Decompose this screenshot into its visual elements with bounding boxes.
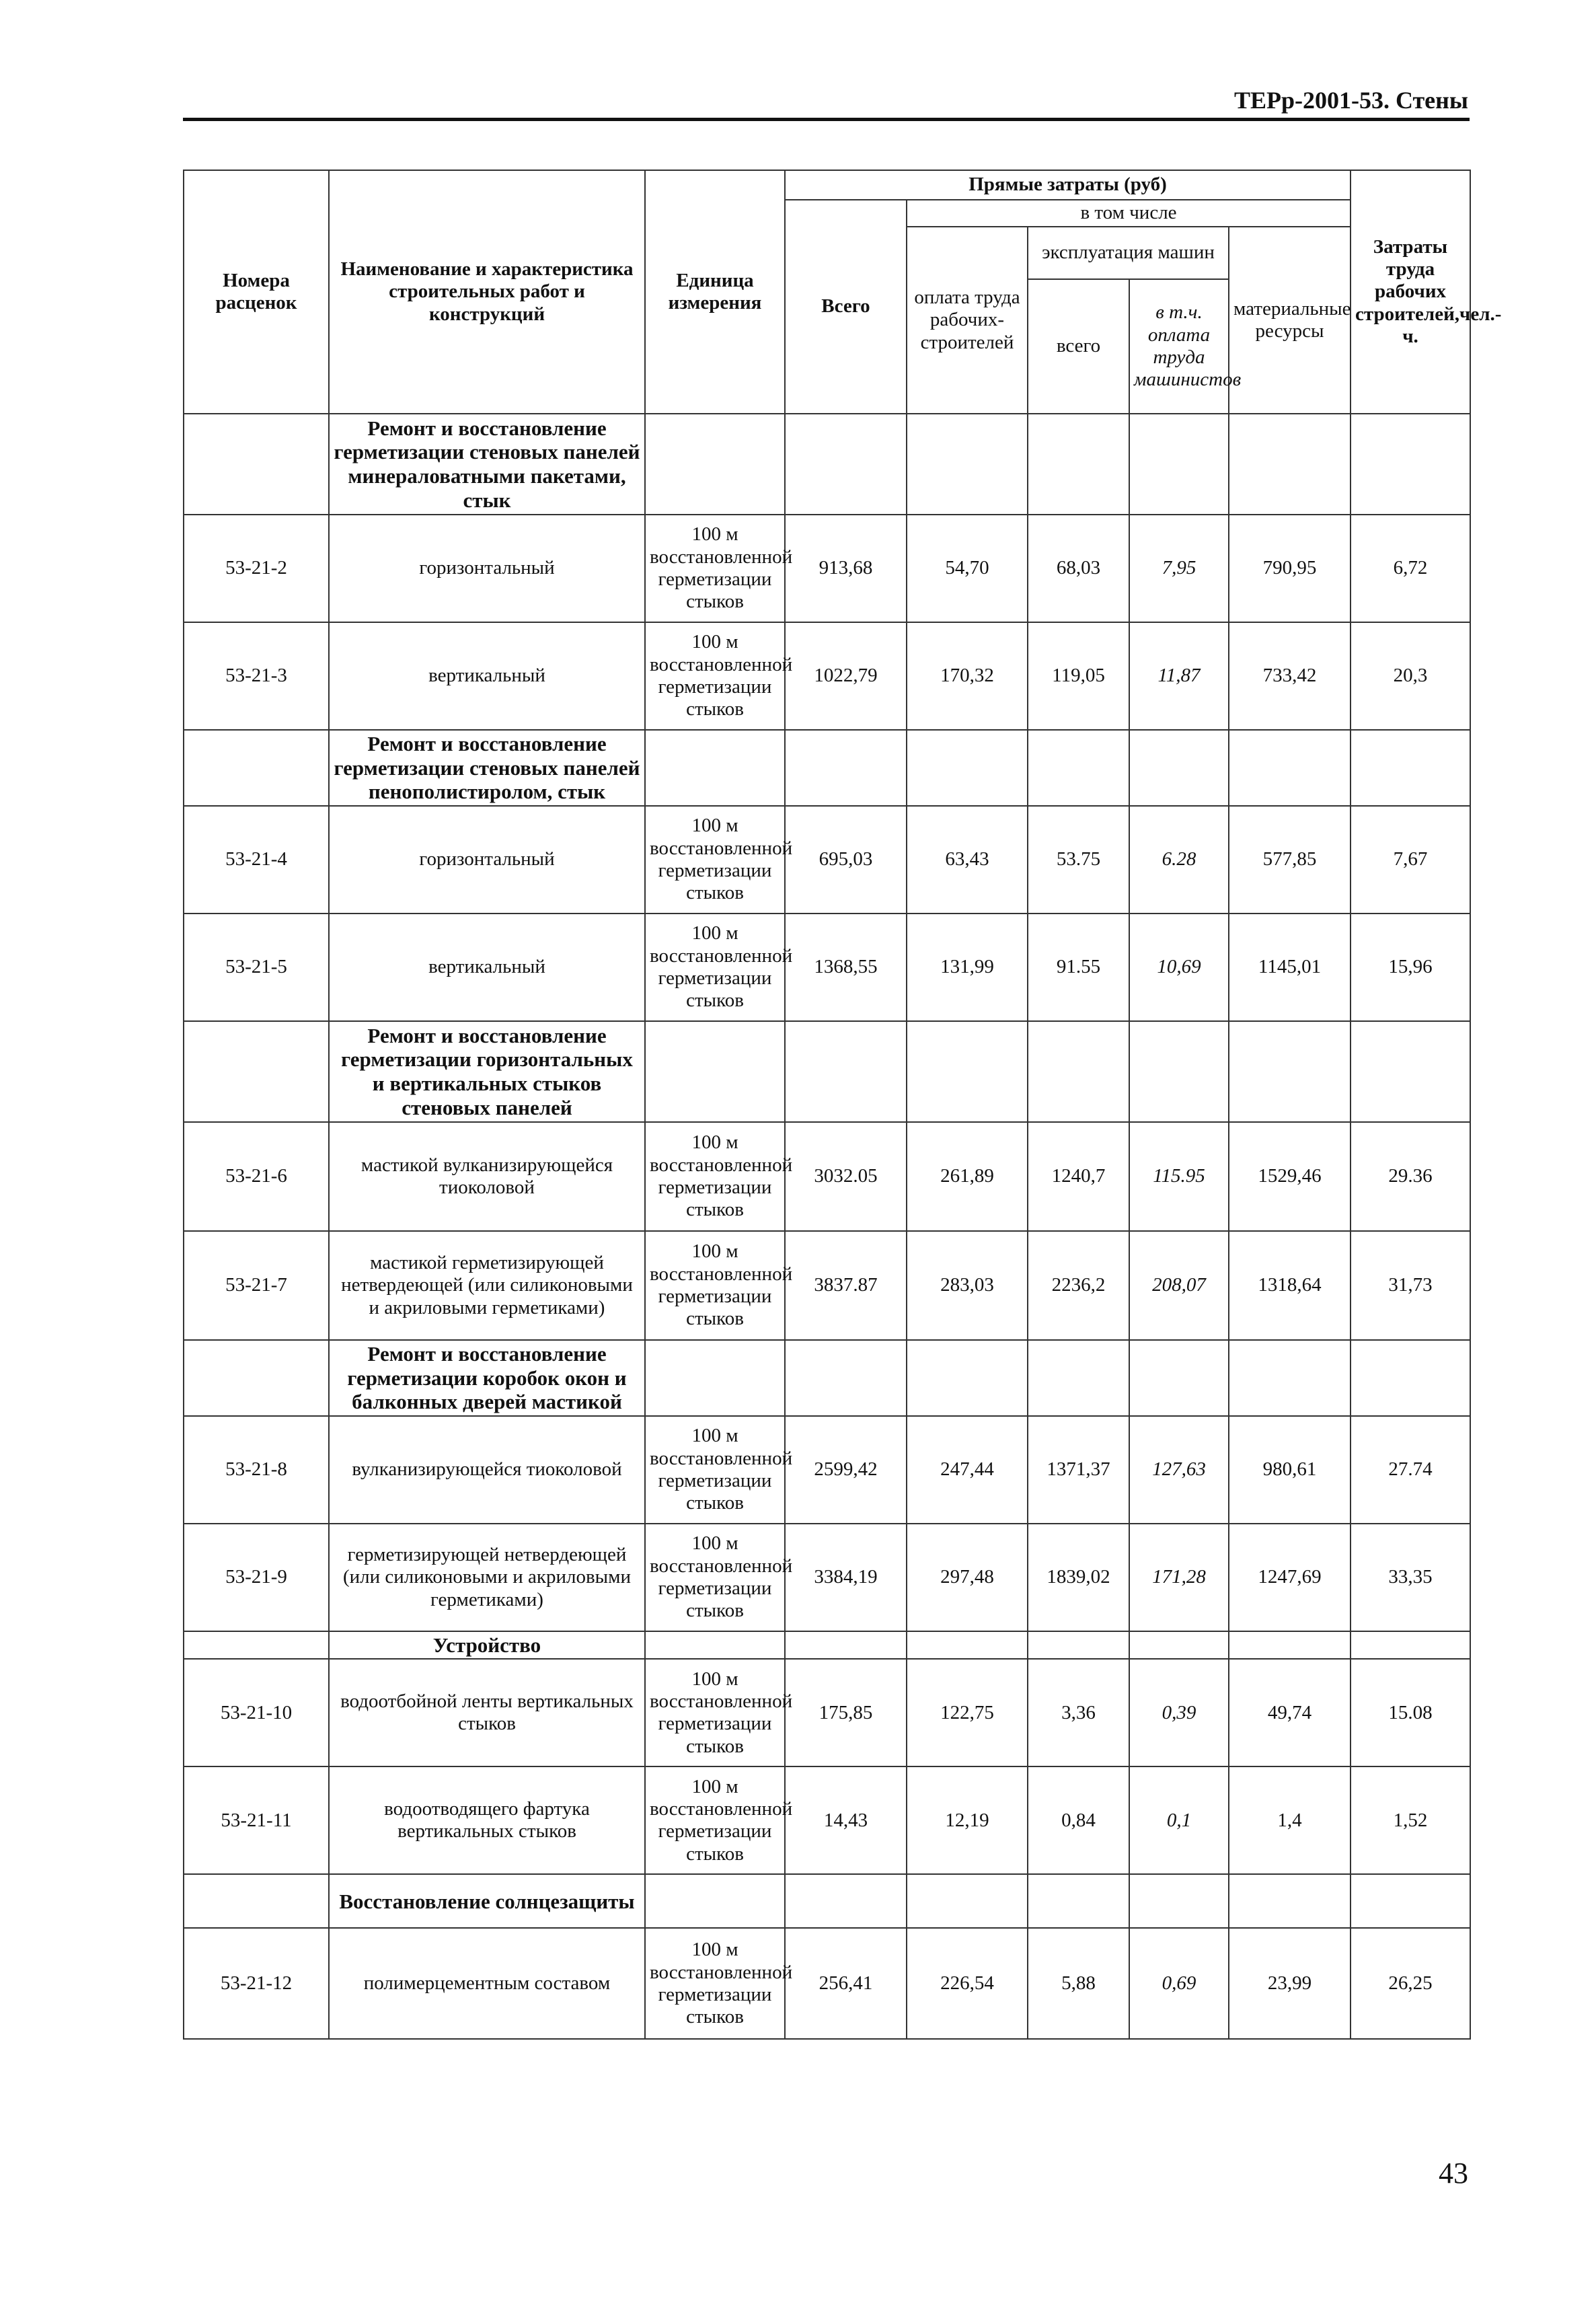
section-empty-cell [1351, 1340, 1470, 1416]
section-empty-cell [1351, 1874, 1470, 1928]
section-empty-cell [1351, 1021, 1470, 1122]
section-empty-cell [1129, 414, 1229, 515]
wages-cost: 131,99 [907, 914, 1028, 1021]
table-body [184, 414, 1470, 2039]
rate-code: 53-21-7 [184, 1231, 329, 1340]
materials-cost: 790,95 [1229, 515, 1351, 622]
wages-cost: 170,32 [907, 622, 1028, 730]
section-empty-cell [1229, 1021, 1351, 1122]
section-empty-cell [1028, 1340, 1129, 1416]
unit-of-measure: 100 м восстановленной герметизации стыков [645, 1524, 785, 1631]
total-cost: 14,43 [785, 1766, 907, 1874]
section-row [184, 1874, 1470, 1928]
total-cost: 256,41 [785, 1928, 907, 2039]
section-title: Устройство [329, 1631, 645, 1660]
wages-cost: 261,89 [907, 1122, 1028, 1231]
work-description: водоотводящего фартука вертикальных стыков [329, 1766, 645, 1874]
machines-cost: 68,03 [1028, 515, 1129, 622]
materials-cost: 1529,46 [1229, 1122, 1351, 1231]
section-empty-cell [907, 414, 1028, 515]
unit-of-measure: 100 м восстановленной герметизации стыков [645, 1928, 785, 2039]
labor-hours: 1,52 [1351, 1766, 1470, 1874]
rate-code: 53-21-12 [184, 1928, 329, 2039]
machines-cost: 1240,7 [1028, 1122, 1129, 1231]
section-title: Ремонт и восстановление герметизации коробок окон и балконных дверей мастикой [329, 1340, 645, 1416]
section-empty-cell [907, 1340, 1028, 1416]
page-number: 43 [1439, 2157, 1468, 2190]
table-row [184, 1766, 1470, 1874]
section-row [184, 1021, 1470, 1122]
section-code-cell [184, 1874, 329, 1928]
section-empty-cell [785, 1631, 907, 1660]
wages-cost: 226,54 [907, 1928, 1028, 2039]
table-row [184, 914, 1470, 1021]
labor-hours: 33,35 [1351, 1524, 1470, 1631]
section-unit-cell [645, 414, 785, 515]
header-rule [183, 118, 1470, 121]
table-row [184, 1659, 1470, 1766]
table-row [184, 622, 1470, 730]
work-description: мастикой вулканизирующейся тиоколовой [329, 1122, 645, 1231]
machines-cost: 1371,37 [1028, 1416, 1129, 1524]
work-description: мастикой герметизирующей нетвердеющей (или силиконовыми и акриловыми герметиками) [329, 1231, 645, 1340]
section-empty-cell [785, 1021, 907, 1122]
total-cost: 3837.87 [785, 1231, 907, 1340]
col-header-materials: материальные ресурсы [1229, 227, 1351, 414]
section-title: Восстановление солнцезащиты [329, 1874, 645, 1928]
machines-cost: 3,36 [1028, 1659, 1129, 1766]
section-title: Ремонт и восстановление герметизации стеновых панелей минераловатными пакетами, стык [329, 414, 645, 515]
page-header-title: ТЕРр-2001-53. Стены [1233, 87, 1468, 114]
labor-hours: 20,3 [1351, 622, 1470, 730]
rate-code: 53-21-5 [184, 914, 329, 1021]
col-header-total: Всего [785, 200, 907, 414]
table-row [184, 1524, 1470, 1631]
section-empty-cell [907, 1631, 1028, 1660]
col-header-labor: Затраты труда рабочих строителей,чел.-ч. [1351, 170, 1470, 414]
section-empty-cell [1351, 414, 1470, 515]
section-empty-cell [1129, 1340, 1229, 1416]
section-empty-cell [1028, 1874, 1129, 1928]
section-empty-cell [1229, 1631, 1351, 1660]
materials-cost: 1247,69 [1229, 1524, 1351, 1631]
section-unit-cell [645, 1631, 785, 1660]
unit-of-measure: 100 м восстановленной герметизации стыков [645, 515, 785, 622]
wages-cost: 54,70 [907, 515, 1028, 622]
section-row [184, 414, 1470, 515]
section-empty-cell [1229, 1874, 1351, 1928]
section-empty-cell [1229, 414, 1351, 515]
section-code-cell [184, 1631, 329, 1660]
labor-hours: 29.36 [1351, 1122, 1470, 1231]
labor-hours: 7,67 [1351, 806, 1470, 914]
machine-operator-wages: 171,28 [1129, 1524, 1229, 1631]
machine-operator-wages: 208,07 [1129, 1231, 1229, 1340]
machines-cost: 0,84 [1028, 1766, 1129, 1874]
machine-operator-wages: 0,39 [1129, 1659, 1229, 1766]
unit-of-measure: 100 м восстановленной герметизации стыков [645, 914, 785, 1021]
total-cost: 1368,55 [785, 914, 907, 1021]
section-empty-cell [1229, 1340, 1351, 1416]
table-row [184, 1122, 1470, 1231]
table-row [184, 1928, 1470, 2039]
table-row [184, 806, 1470, 914]
rate-code: 53-21-9 [184, 1524, 329, 1631]
work-description: горизонтальный [329, 515, 645, 622]
machine-operator-wages: 11,87 [1129, 622, 1229, 730]
section-empty-cell [785, 414, 907, 515]
section-unit-cell [645, 1874, 785, 1928]
col-header-machines-total: всего [1028, 279, 1129, 414]
rate-code: 53-21-6 [184, 1122, 329, 1231]
labor-hours: 15.08 [1351, 1659, 1470, 1766]
col-header-name: Наименование и характеристика строительных работ и конструкций [329, 170, 645, 414]
section-empty-cell [1129, 730, 1229, 806]
work-description: герметизирующей нетвердеющей (или силиконовыми и акриловыми герметиками) [329, 1524, 645, 1631]
wages-cost: 63,43 [907, 806, 1028, 914]
total-cost: 2599,42 [785, 1416, 907, 1524]
section-title: Ремонт и восстановление герметизации стеновых панелей пенополистиролом, стык [329, 730, 645, 806]
section-row [184, 1340, 1470, 1416]
col-header-unit: Единица измерения [645, 170, 785, 414]
section-empty-cell [1129, 1021, 1229, 1122]
section-code-cell [184, 730, 329, 806]
materials-cost: 733,42 [1229, 622, 1351, 730]
col-header-including: в том числе [907, 200, 1351, 227]
rate-code: 53-21-10 [184, 1659, 329, 1766]
machines-cost: 2236,2 [1028, 1231, 1129, 1340]
work-description: вертикальный [329, 622, 645, 730]
materials-cost: 577,85 [1229, 806, 1351, 914]
section-unit-cell [645, 730, 785, 806]
work-description: водоотбойной ленты вертикальных стыков [329, 1659, 645, 1766]
machines-cost: 5,88 [1028, 1928, 1129, 2039]
machine-operator-wages: 0,69 [1129, 1928, 1229, 2039]
table-header [184, 170, 1502, 414]
section-empty-cell [785, 730, 907, 806]
section-empty-cell [907, 730, 1028, 806]
materials-cost: 23,99 [1229, 1928, 1351, 2039]
section-empty-cell [1028, 1021, 1129, 1122]
section-title: Ремонт и восстановление герметизации горизонтальных и вертикальных стыков стеновых панелей [329, 1021, 645, 1122]
materials-cost: 980,61 [1229, 1416, 1351, 1524]
wages-cost: 297,48 [907, 1524, 1028, 1631]
section-empty-cell [1229, 730, 1351, 806]
labor-hours: 15,96 [1351, 914, 1470, 1021]
unit-of-measure: 100 м восстановленной герметизации стыков [645, 1416, 785, 1524]
machine-operator-wages: 0,1 [1129, 1766, 1229, 1874]
total-cost: 695,03 [785, 806, 907, 914]
section-row [184, 730, 1470, 806]
section-empty-cell [1028, 1631, 1129, 1660]
col-header-code: Номера расценок [184, 170, 329, 414]
materials-cost: 1318,64 [1229, 1231, 1351, 1340]
materials-cost: 49,74 [1229, 1659, 1351, 1766]
machine-operator-wages: 115.95 [1129, 1122, 1229, 1231]
machine-operator-wages: 10,69 [1129, 914, 1229, 1021]
section-empty-cell [1129, 1874, 1229, 1928]
work-description: полимерцементным составом [329, 1928, 645, 2039]
work-description: вулканизирующейся тиоколовой [329, 1416, 645, 1524]
col-header-machines-wages: в т.ч. оплата труда машинистов [1129, 279, 1229, 414]
col-header-wages: оплата труда рабочих-строителей [907, 227, 1028, 414]
section-empty-cell [785, 1874, 907, 1928]
table-row [184, 515, 1470, 622]
machines-cost: 1839,02 [1028, 1524, 1129, 1631]
total-cost: 3384,19 [785, 1524, 907, 1631]
section-empty-cell [1351, 1631, 1470, 1660]
rate-code: 53-21-8 [184, 1416, 329, 1524]
table-row [184, 1416, 1470, 1524]
labor-hours: 26,25 [1351, 1928, 1470, 2039]
table-row [184, 1231, 1470, 1340]
work-description: горизонтальный [329, 806, 645, 914]
section-empty-cell [907, 1874, 1028, 1928]
rate-code: 53-21-11 [184, 1766, 329, 1874]
rate-code: 53-21-4 [184, 806, 329, 914]
machines-cost: 53.75 [1028, 806, 1129, 914]
section-code-cell [184, 414, 329, 515]
machine-operator-wages: 7,95 [1129, 515, 1229, 622]
unit-of-measure: 100 м восстановленной герметизации стыков [645, 1122, 785, 1231]
unit-of-measure: 100 м восстановленной герметизации стыков [645, 622, 785, 730]
total-cost: 3032.05 [785, 1122, 907, 1231]
rate-code: 53-21-3 [184, 622, 329, 730]
materials-cost: 1,4 [1229, 1766, 1351, 1874]
rate-code: 53-21-2 [184, 515, 329, 622]
section-code-cell [184, 1340, 329, 1416]
wages-cost: 247,44 [907, 1416, 1028, 1524]
col-header-direct-costs: Прямые затраты (руб) [785, 170, 1351, 200]
unit-of-measure: 100 м восстановленной герметизации стыков [645, 806, 785, 914]
total-cost: 175,85 [785, 1659, 907, 1766]
labor-hours: 31,73 [1351, 1231, 1470, 1340]
section-empty-cell [1351, 730, 1470, 806]
section-empty-cell [1028, 414, 1129, 515]
machines-cost: 119,05 [1028, 622, 1129, 730]
machine-operator-wages: 6.28 [1129, 806, 1229, 914]
labor-hours: 6,72 [1351, 515, 1470, 622]
total-cost: 913,68 [785, 515, 907, 622]
section-empty-cell [785, 1340, 907, 1416]
section-empty-cell [1129, 1631, 1229, 1660]
section-code-cell [184, 1021, 329, 1122]
rates-table [183, 170, 1502, 2040]
machines-cost: 91.55 [1028, 914, 1129, 1021]
machine-operator-wages: 127,63 [1129, 1416, 1229, 1524]
wages-cost: 283,03 [907, 1231, 1028, 1340]
materials-cost: 1145,01 [1229, 914, 1351, 1021]
section-empty-cell [907, 1021, 1028, 1122]
unit-of-measure: 100 м восстановленной герметизации стыков [645, 1231, 785, 1340]
unit-of-measure: 100 м восстановленной герметизации стыков [645, 1766, 785, 1874]
section-row [184, 1631, 1470, 1660]
total-cost: 1022,79 [785, 622, 907, 730]
wages-cost: 12,19 [907, 1766, 1028, 1874]
section-unit-cell [645, 1340, 785, 1416]
labor-hours: 27.74 [1351, 1416, 1470, 1524]
unit-of-measure: 100 м восстановленной герметизации стыков [645, 1659, 785, 1766]
section-empty-cell [1028, 730, 1129, 806]
section-unit-cell [645, 1021, 785, 1122]
wages-cost: 122,75 [907, 1659, 1028, 1766]
work-description: вертикальный [329, 914, 645, 1021]
col-header-machines: эксплуатация машин [1028, 227, 1229, 279]
